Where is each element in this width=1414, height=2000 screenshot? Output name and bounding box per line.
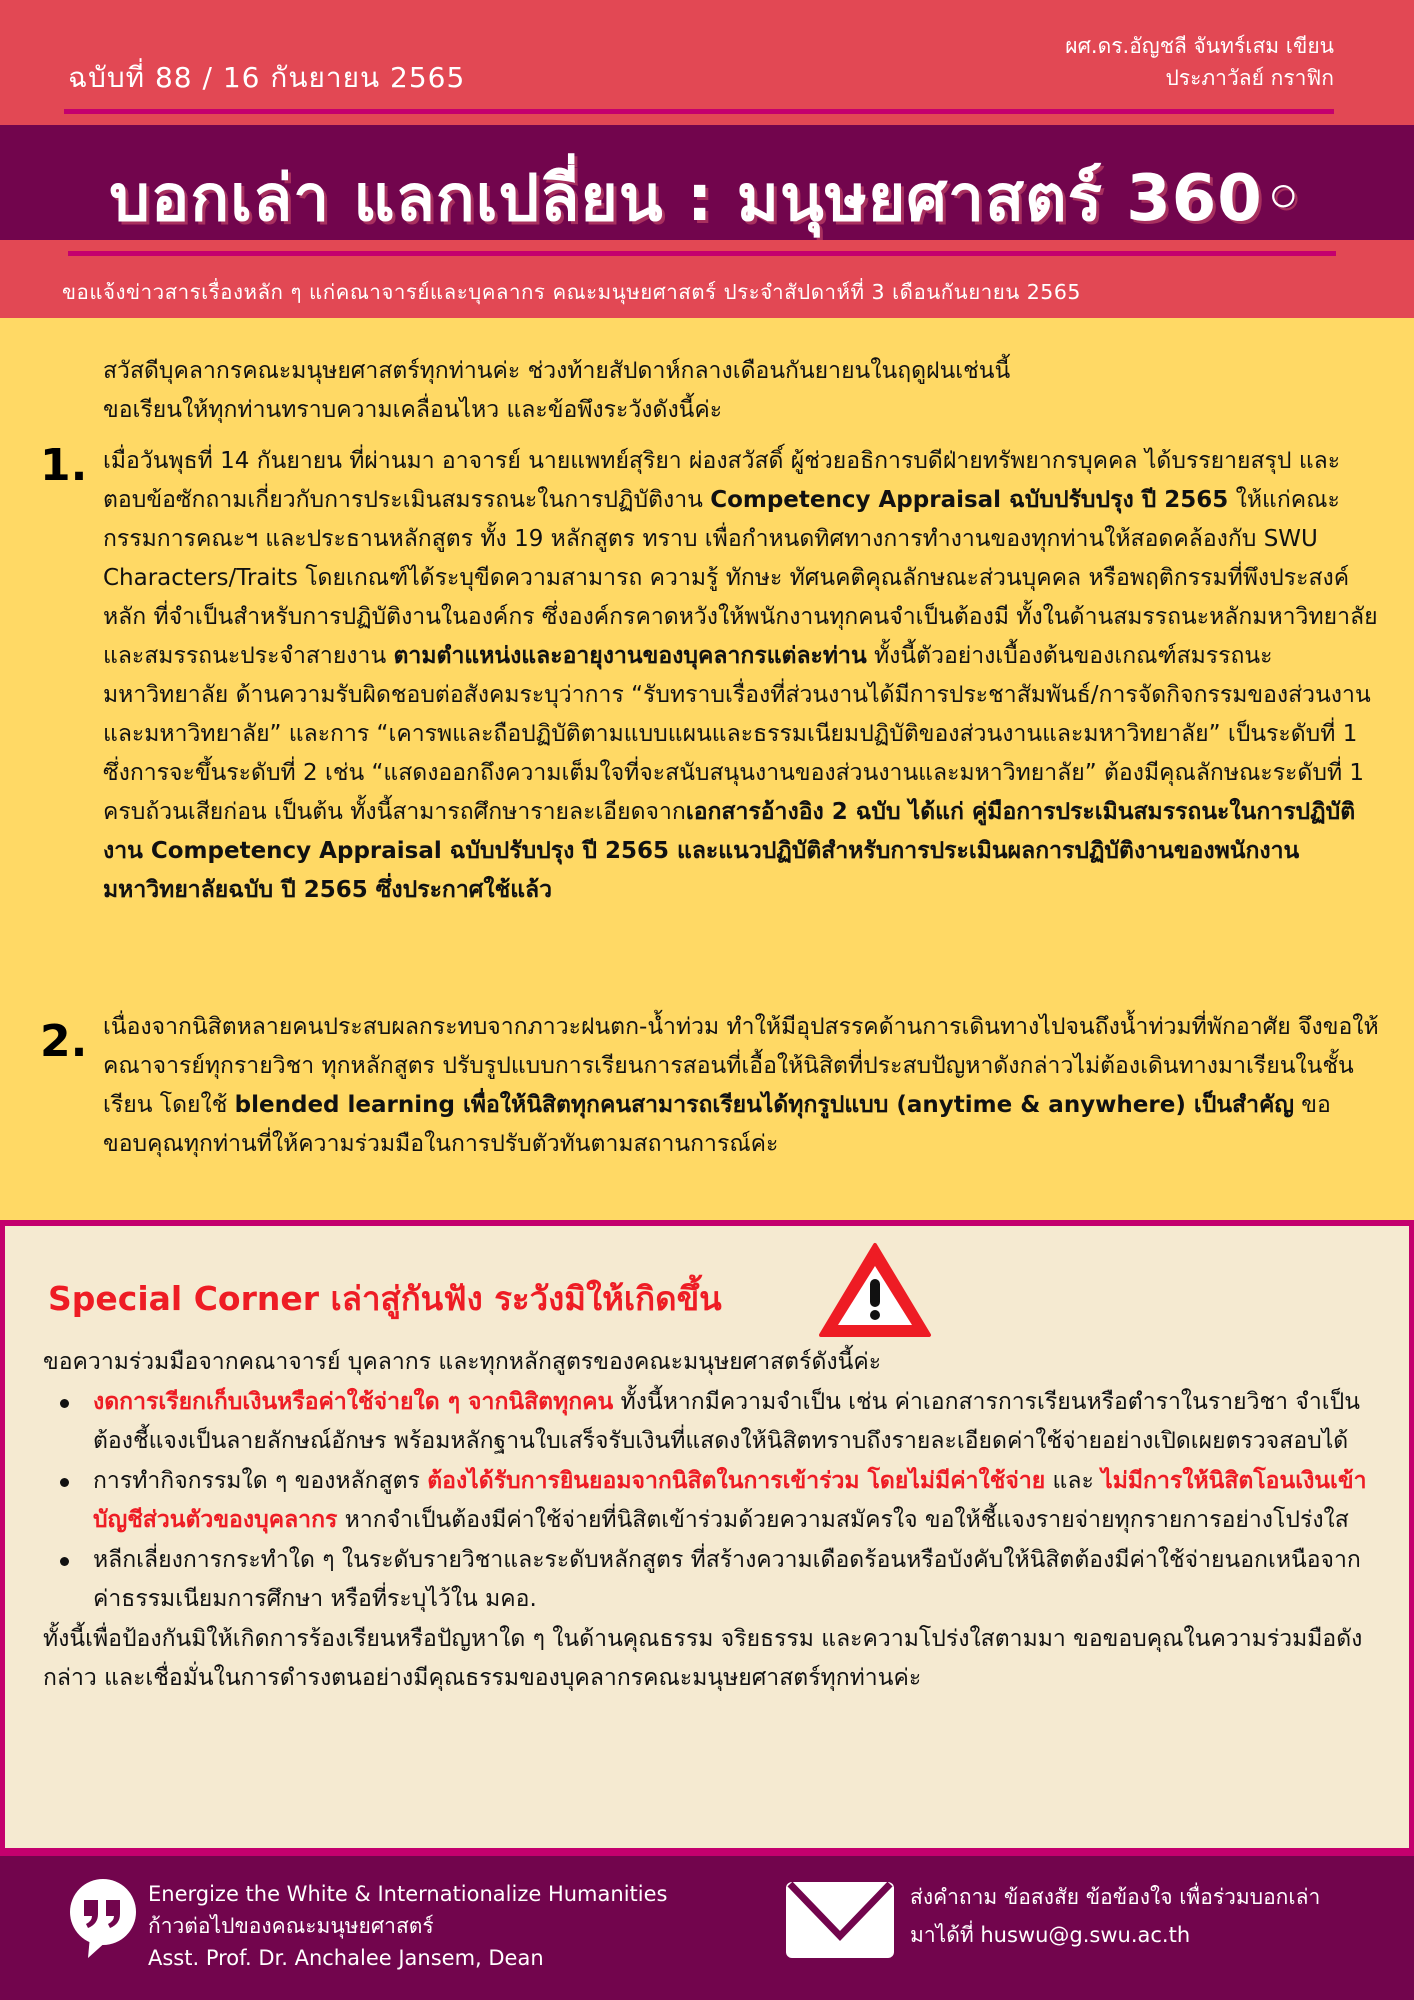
news-item-2 [103,1008,1383,1164]
quote-bubble-icon [68,1878,138,1958]
item-2-text-b: ขอขอบคุณทุกท่านที่ให้ความร่วมมือในการปรับตัวทันตามสถานการณ์ค่ะ [103,1092,1331,1157]
item-1-bold-a: Competency Appraisal ฉบับปรับปรุง ปี 2565 [710,487,1229,513]
title-band [0,125,1414,240]
item-1-text-c: ทั้งนี้ตัวอย่างเบื้องต้นของเกณฑ์สมรรถนะมหาวิทยาลัย ด้านความรับผิดชอบต่อสังคมระบุว่าการ “รับทราบเรื่องที่ส่วนงานได้มีการประชาสัมพันธ์/การจัดกิจกรรมของส่วนงานและมหาวิทยาลัย” และการ “เคารพและถือปฏิบัติตามแบบแผนและธรรมเนียมปฏิบัติของส่วนงานและมหาวิทยาลัย” เป็นระดับที่ 1 ซึ่งการจะขึ้นระดับที่ 2 เช่น “แสดงออกถึงความเต็มใจที่จะสนับสนุนงานของส่วนงานและมหาวิทยาลัย” ต้องมีคุณลักษณะระดับที่ 1 ครบถ้วนเสียก่อน เป็นต้น ทั้งนี้สามารถศึกษารายละเอียดจาก [103,643,1371,825]
contact-email[interactable]: มาได้ที่ huswu@g.swu.ac.th [910,1923,1191,1947]
item-1-bold-c: เอกสารอ้างอิง 2 ฉบับ ได้แก่ คู่มือการประเมินสมรรถนะในการปฏิบัติงาน Competency Appraisal ฉบับปรับปรุง ปี 2565 และแนวปฏิบัติสำหรับการประเมินผลการปฏิบัติงานของพนักงานมหาวิทยาลัยฉบับ ปี 2565 ซึ่งประกาศใช้แล้ว [103,799,1356,903]
bullet-2-text-a: การทำกิจกรรมใด ๆ ของหลักสูตร [93,1467,428,1494]
news-item-1 [103,442,1383,910]
intro-paragraph [103,352,1383,430]
slogan-th: ก้าวต่อไปของคณะมนุษยศาสตร์ [148,1914,434,1938]
bullet-2-highlight-b: ไม่มีการให้นิสิตโอนเงินเข้าบัญชีส่วนตัวของบุคลากร [93,1467,1367,1533]
item-number-1: 1. [40,440,88,491]
bullet-2-text-b: และ [1045,1467,1102,1494]
item-2-text-a: เนื่องจากนิสิตหลายคนประสบผลกระทบจากภาวะฝนตก-น้ำท่วม ทำให้มีอุปสรรคด้านการเดินทางไปจนถึงน้ำท่วมที่พักอาศัย จึงขอให้คณาจารย์ทุกรายวิชา ทุกหลักสูตร ปรับรูปแบบการเรียนการสอนที่เอื้อให้นิสิตที่ประสบปัญหาดังกล่าวไม่ต้องเดินทางมาเรียนในชั้นเรียน โดยใช้ [103,1014,1379,1118]
special-closing: ทั้งนี้เพื่อป้องกันมิให้เกิดการร้องเรียนหรือปัญหาใด ๆ ในด้านคุณธรรม จริยธรรม และความโปร่งใสตามมา ขอขอบคุณในความร่วมมือดังกล่าว และเชื่อมั่นในการดำรงตนอย่างมีคุณธรรมของบุคลากรคณะมนุษยศาสตร์ทุกท่านค่ะ [43,1625,1363,1691]
special-bullet-1 [43,1383,1383,1462]
item-1-text-a: เมื่อวันพุธที่ 14 กันยายน ที่ผ่านมา อาจารย์ นายแพทย์สุริยา ผ่องสวัสดิ์ ผู้ช่วยอธิการบดีฝ่ายทรัพยากรบุคคล ได้บรรยายสรุป และตอบข้อซักถามเกี่ยวกับการประเมินสมรรถนะในการปฏิบัติงาน [103,448,1341,513]
slogan-en: Energize the White & Internationalize Humanities [148,1882,668,1906]
credit-writer: ผศ.ดร.อัญชลี จันทร์เสม เขียน [1065,34,1334,58]
special-lead: ขอความร่วมมือจากคณาจารย์ บุคลากร และทุกหลักสูตรของคณะมนุษยศาสตร์ดังนี้ค่ะ [43,1349,882,1375]
bullet-1-highlight: งดการเรียกเก็บเงินหรือค่าใช้จ่ายใด ๆ จากนิสิตทุกคน [93,1388,614,1415]
bullet-dot [60,1557,69,1566]
item-1-text-b: ให้แก่คณะกรรมการคณะฯ และประธานหลักสูตร ทั้ง 19 หลักสูตร ทราบ เพื่อกำหนดทิศทางการทำงานของทุกท่านให้สอดคล้องกับ SWU Characters/Traits โดยเกณฑ์ได้ระบุขีดความสามารถ ความรู้ ทักษะ ทัศนคติคุณลักษณะส่วนบุคคล หรือพฤติกรรมที่พึงประสงค์หลัก ที่จำเป็นสำหรับการปฏิบัติงานในองค์กร ซึ่งองค์กรคาดหวังให้พนักงานทุกคนจำเป็นต้องมี ทั้งในด้านสมรรถนะหลักมหาวิทยาลัย และสมรรถนะประจำสายงาน [103,487,1378,669]
footer-slogan-block [148,1878,667,1974]
special-corner-box [5,1226,1409,1848]
divider-bottom [68,251,1336,256]
bullet-2-highlight-a: ต้องได้รับการยินยอมจากนิสิตในการเข้าร่วม โดยไม่มีค่าใช้จ่าย [427,1467,1046,1494]
special-corner-body [43,1343,1383,1699]
newsletter-subtitle: ขอแจ้งข่าวสารเรื่องหลัก ๆ แก่คณาจารย์และบุคลากร คณะมนุษยศาสตร์ ประจำสัปดาห์ที่ 3 เดือนกันยายน 2565 [62,280,1081,304]
item-2-bold-a: blended learning เพื่อให้นิสิตทุกคนสามารถเรียนได้ทุกรูปแบบ (anytime & anywhere) เป็นสำคัญ [234,1092,1294,1118]
intro-line-1: สวัสดีบุคลากรคณะมนุษยศาสตร์ทุกท่านค่ะ ช่วงท้ายสัปดาห์กลางเดือนกันยายนในฤดูฝนเช่นนี้ [103,358,1011,384]
footer-contact-block [910,1878,1320,1954]
bullet-3-text: หลีกเลี่ยงการกระทำใด ๆ ในระดับรายวิชาและระดับหลักสูตร ที่สร้างความเดือดร้อนหรือบังคับให้นิสิตต้องมีค่าใช้จ่ายนอกเหนือจากค่าธรรมเนียมการศึกษา หรือที่ระบุไว้ใน มคอ. [93,1546,1361,1612]
main-content [0,318,1414,1220]
credits [1065,30,1334,94]
special-bullet-2 [43,1462,1383,1541]
footer [0,1856,1414,2000]
special-bullet-list [43,1383,1383,1620]
header-bottom-band [0,240,1414,318]
item-number-2: 2. [40,1016,88,1067]
credit-graphic: ประภาวัลย์ กราฟิก [1165,66,1334,90]
item-1-bold-b: ตามตำแหน่งและอายุงานของบุคลากรแต่ละท่าน [393,643,867,669]
issue-number-date: ฉบับที่ 88 / 16 กันยายน 2565 [68,61,466,94]
envelope-icon [784,1878,896,1960]
special-bullet-3 [43,1541,1383,1620]
intro-line-2: ขอเรียนให้ทุกท่านทราบความเคลื่อนไหว และข้อพึงระวังดังนี้ค่ะ [103,397,723,423]
dean-signature: Asst. Prof. Dr. Anchalee Jansem, Dean [148,1946,544,1970]
special-corner-frame [0,1220,1414,1856]
contact-line-1: ส่งคำถาม ข้อสงสัย ข้อข้องใจ เพื่อร่วมบอกเล่า [910,1885,1321,1909]
divider-top [64,109,1334,114]
newsletter-title: บอกเล่า แลกเปลี่ยน : มนุษยศาสตร์ 360◦ [109,162,1305,236]
warning-triangle-icon [818,1241,933,1339]
bullet-1-text: ทั้งนี้หากมีความจำเป็น เช่น ค่าเอกสารการเรียนหรือตำราในรายวิชา จำเป็นต้องชี้แจงเป็นลายลักษณ์อักษร พร้อมหลักฐานใบเสร็จรับเงินที่แสดงให้นิสิตทราบถึงรายละเอียดค่าใช้จ่ายอย่างเปิดเผยตรวจสอบได้ [93,1388,1360,1454]
header-top-band [0,0,1414,125]
special-corner-title: Special Corner เล่าสู่กันฟัง ระวังมิให้เกิดขึ้น [48,1279,722,1318]
bullet-2-text-c: หากจำเป็นต้องมีค่าใช้จ่ายที่นิสิตเข้าร่วมด้วยความสมัครใจ ขอให้ชี้แจงรายจ่ายทุกรายการอย่างโปร่งใส [337,1507,1349,1533]
bullet-dot [60,1399,69,1408]
bullet-dot [60,1478,69,1487]
